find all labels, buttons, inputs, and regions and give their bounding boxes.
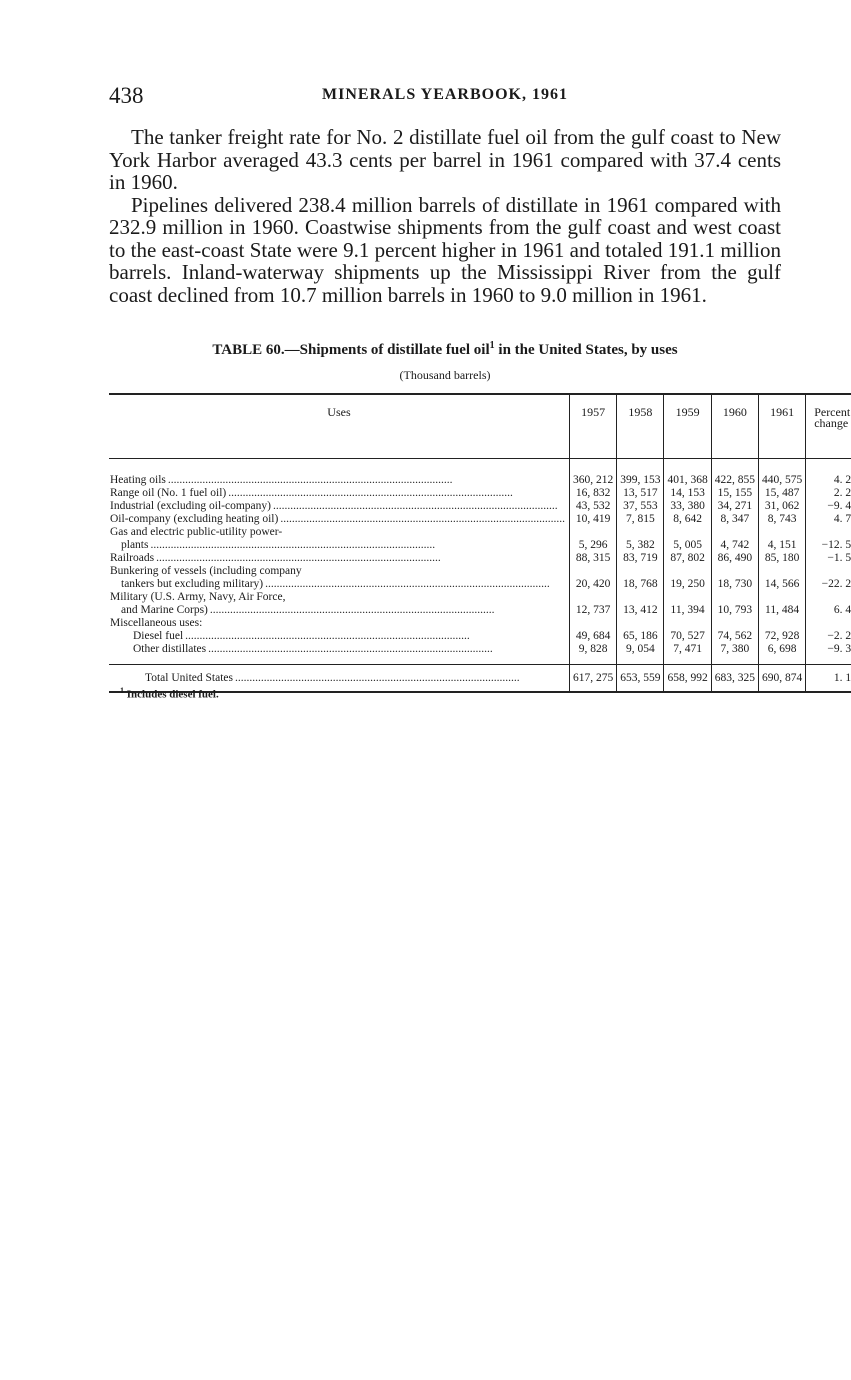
cell: 658, 992 <box>664 665 711 693</box>
table-row-total <box>109 665 851 693</box>
cell: −1. 5 <box>827 552 851 564</box>
page-number: 438 <box>109 83 144 108</box>
row-label: Bunkering of vessels (including company <box>109 565 569 578</box>
footnote <box>120 686 219 701</box>
cell: 4, 742 <box>711 539 758 552</box>
table-row <box>109 526 851 539</box>
cell: 74, 562 <box>711 630 758 643</box>
paragraph: Pipelines delivered 238.4 million barrels of distillate in 1961 compared with 232.9 million in 1960. Coastwise shipments from the gulf coast and west coast to the east-coast State were 9.1 percent higher in 1961 and totaled 191.1 million barrels. Inland-waterway shipments up the Mississippi River from the gulf coast declined from 10.7 million barrels in 1960 to 9.0 million in 1961. <box>109 192 781 307</box>
cell: −9. 4 <box>827 500 851 512</box>
cell: 18, 730 <box>711 578 758 591</box>
footnote-text: Includes diesel fuel. <box>126 688 219 701</box>
cell: 43, 532 <box>569 500 616 513</box>
column-header: 1958 <box>617 394 664 459</box>
cell: 19, 250 <box>664 578 711 591</box>
column-header: 1959 <box>664 394 711 459</box>
table-row <box>109 617 851 630</box>
cell: −2. 2 <box>827 630 851 642</box>
row-label: plants <box>121 539 149 551</box>
table-row <box>109 539 851 552</box>
cell: 8, 743 <box>758 513 805 526</box>
body-text <box>109 126 781 306</box>
table-row <box>109 591 851 604</box>
cell: 5, 005 <box>664 539 711 552</box>
row-label: Oil-company (excluding heating oil) <box>110 513 279 525</box>
row-label: Diesel fuel <box>133 630 184 642</box>
table-row <box>109 513 851 526</box>
row-label: and Marine Corps) <box>121 604 208 616</box>
cell: 8, 347 <box>711 513 758 526</box>
column-header: Uses <box>109 394 569 459</box>
cell: 653, 559 <box>617 665 664 693</box>
cell: 18, 768 <box>617 578 664 591</box>
footnote-marker: 1 <box>120 686 124 695</box>
row-label: Gas and electric public-utility power- <box>109 526 569 539</box>
cell: 83, 719 <box>617 552 664 565</box>
table-row <box>109 552 851 565</box>
cell: 4. 7 <box>833 513 851 525</box>
cell: 440, 575 <box>758 474 805 487</box>
cell: 5, 382 <box>617 539 664 552</box>
page-header <box>109 83 781 109</box>
cell: 37, 553 <box>617 500 664 513</box>
cell: 6, 698 <box>758 643 805 656</box>
table-row <box>109 474 851 487</box>
cell: 31, 062 <box>758 500 805 513</box>
row-label: Industrial (excluding oil-company) <box>110 500 271 512</box>
row-label: Heating oils <box>110 474 166 486</box>
cell: −22. 2 <box>821 578 851 590</box>
row-label: Railroads <box>110 552 155 564</box>
cell: 34, 271 <box>711 500 758 513</box>
cell: 87, 802 <box>664 552 711 565</box>
cell: 85, 180 <box>758 552 805 565</box>
table-row <box>109 643 851 656</box>
cell: 4, 151 <box>758 539 805 552</box>
cell: 6. 4 <box>833 604 851 616</box>
cell: 617, 275 <box>569 665 616 693</box>
cell: 88, 315 <box>569 552 616 565</box>
cell: 7, 380 <box>711 643 758 656</box>
cell: 1. 1 <box>806 665 851 693</box>
cell: 2. 2 <box>833 487 851 499</box>
cell: 7, 815 <box>617 513 664 526</box>
cell: 65, 186 <box>617 630 664 643</box>
table-row <box>109 630 851 643</box>
cell: 5, 296 <box>569 539 616 552</box>
table-title-text: TABLE 60.—Shipments of distillate fuel oil <box>212 342 490 358</box>
cell: 683, 325 <box>711 665 758 693</box>
cell: 12, 737 <box>569 604 616 617</box>
paragraph: The tanker freight rate for No. 2 distillate fuel oil from the gulf coast to New York Harbor averaged 43.3 cents per barrel in 1961 compared with 37.4 cents in 1960. <box>109 125 781 194</box>
column-header: 1961 <box>758 394 805 459</box>
column-header: 1957 <box>569 394 616 459</box>
column-header: Percent change <box>806 394 851 459</box>
row-label: Total United States <box>145 671 233 684</box>
column-header: 1960 <box>711 394 758 459</box>
table-row <box>109 500 851 513</box>
row-label: Military (U.S. Army, Navy, Air Force, <box>109 591 569 604</box>
cell: 13, 517 <box>617 487 664 500</box>
row-label: tankers but excluding military) <box>121 578 264 590</box>
table-unit: (Thousand barrels) <box>399 368 491 382</box>
table-title <box>109 340 781 359</box>
cell: −12. 5 <box>821 539 851 551</box>
running-title: MINERALS YEARBOOK, 1961 <box>322 86 568 103</box>
cell: 33, 380 <box>664 500 711 513</box>
cell: −9. 3 <box>827 643 851 655</box>
cell: 11, 484 <box>758 604 805 617</box>
cell: 690, 874 <box>758 665 805 693</box>
row-label: Miscellaneous uses: <box>109 617 569 630</box>
cell: 11, 394 <box>664 604 711 617</box>
cell: 86, 490 <box>711 552 758 565</box>
table-row <box>109 565 851 578</box>
cell: 399, 153 <box>617 474 664 487</box>
cell: 72, 928 <box>758 630 805 643</box>
cell: 15, 155 <box>711 487 758 500</box>
cell: 14, 566 <box>758 578 805 591</box>
cell: 14, 153 <box>664 487 711 500</box>
footnote-ref: 1 <box>489 340 495 351</box>
cell: 8, 642 <box>664 513 711 526</box>
cell: 360, 212 <box>569 474 616 487</box>
cell: 15, 487 <box>758 487 805 500</box>
cell: 70, 527 <box>664 630 711 643</box>
cell: 13, 412 <box>617 604 664 617</box>
shipments-table <box>109 393 851 693</box>
cell: 10, 419 <box>569 513 616 526</box>
table-title-text-end: in the United States, by uses <box>494 342 678 358</box>
cell: 16, 832 <box>569 487 616 500</box>
table-row <box>109 604 851 617</box>
row-label: Range oil (No. 1 fuel oil) <box>110 487 227 499</box>
cell: 9, 054 <box>617 643 664 656</box>
cell: 7, 471 <box>664 643 711 656</box>
cell: 20, 420 <box>569 578 616 591</box>
cell: 422, 855 <box>711 474 758 487</box>
cell: 4. 2 <box>833 474 851 486</box>
cell: 49, 684 <box>569 630 616 643</box>
table-row <box>109 578 851 591</box>
cell: 9, 828 <box>569 643 616 656</box>
cell: 401, 368 <box>664 474 711 487</box>
table-row <box>109 487 851 500</box>
cell: 10, 793 <box>711 604 758 617</box>
table-header-row <box>109 394 851 459</box>
row-label: Other distillates <box>133 643 207 655</box>
